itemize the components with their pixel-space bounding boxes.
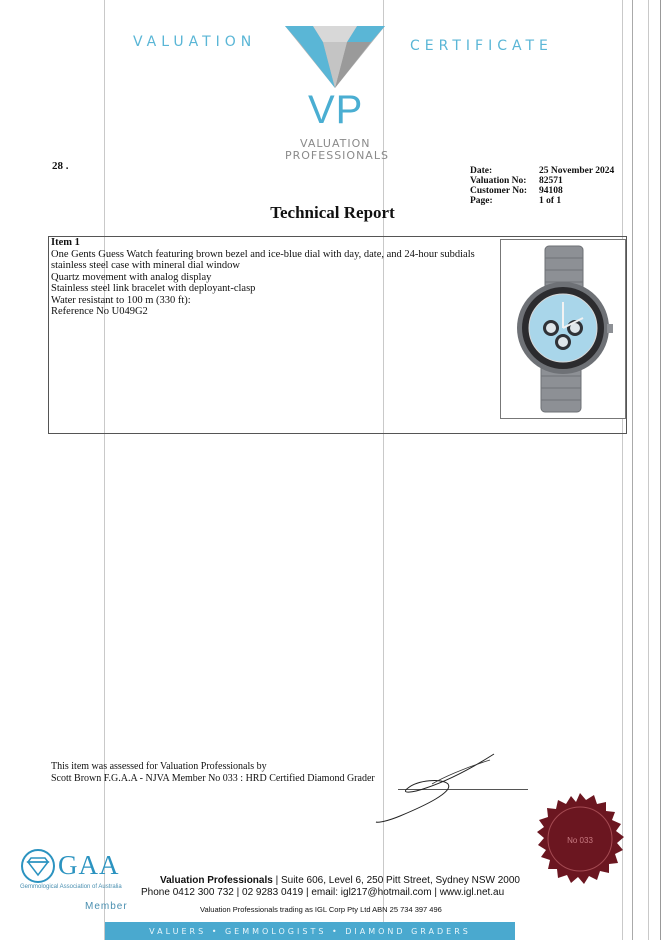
header-right-word: CERTIFICATE — [410, 38, 553, 54]
footer-contacts: Phone 0412 300 732 | 02 9283 0419 | email: igl217@hotmail.com | www.igl.net.au — [141, 887, 505, 898]
footer-band — [105, 922, 515, 940]
header-left-word: VALUATION — [133, 34, 257, 50]
footer-company: Valuation Professionals — [160, 875, 273, 886]
meta-label: Customer No: — [470, 186, 528, 196]
meta-label: Valuation No: — [470, 176, 527, 186]
item-heading: Item 1 — [51, 237, 80, 248]
gaa-diamond-icon — [20, 848, 56, 884]
scan-line — [660, 0, 661, 940]
report-meta — [470, 166, 614, 206]
gaa-letters: GAA — [58, 850, 120, 880]
signature — [372, 748, 502, 828]
item-line: Quartz movement with analog display — [51, 271, 212, 283]
footer-band-text: VALUERS • GEMMOLOGISTS • DIAMOND GRADERS — [149, 927, 471, 936]
diamond-logo-icon — [275, 22, 395, 92]
gaa-member: Member — [85, 901, 128, 912]
meta-value: 25 November 2024 — [539, 166, 615, 176]
meta-value: 82571 — [539, 176, 563, 186]
footer-trading: Valuation Professionals trading as IGL Corp Pty Ltd ABN 25 734 397 496 — [200, 905, 442, 914]
item-line: Stainless steel link bracelet with deployant-clasp — [51, 283, 256, 294]
footer-address: | Suite 606, Level 6, 250 Pitt Street, Sydney NSW 2000 — [272, 875, 520, 886]
scan-line — [648, 0, 649, 940]
item-line: One Gents Guess Watch featuring brown bezel and ice-blue dial with day, date, and 24-hour subdials — [51, 248, 475, 260]
scan-line — [104, 0, 105, 940]
seal-number: No 033 — [567, 836, 593, 845]
meta-value: 1 of 1 — [539, 196, 562, 206]
meta-row — [470, 186, 614, 196]
item-line: stainless steel case with mineral dial window — [51, 260, 240, 271]
watch-icon — [501, 240, 625, 418]
meta-value: 94108 — [539, 186, 563, 196]
meta-row — [470, 166, 614, 176]
item-description — [51, 237, 475, 318]
gaa-association: Gemmological Association of Australia — [20, 884, 122, 890]
vp-logo-line1: VALUATION — [300, 137, 371, 150]
vp-logo-letters: VP — [308, 88, 364, 132]
item-line: Reference No U049G2 — [51, 306, 148, 317]
assessment-line1: This item was assessed for Valuation Professionals by — [51, 761, 267, 772]
meta-label: Page: — [470, 196, 493, 206]
meta-row — [470, 176, 614, 186]
seal-stamp-icon — [534, 793, 626, 885]
item-line: Water resistant to 100 m (330 ft): — [51, 294, 191, 306]
watch-photo — [500, 239, 626, 419]
footer-company-line — [160, 875, 520, 886]
report-title: Technical Report — [270, 203, 395, 222]
assessment-line2: Scott Brown F.G.A.A - NJVA Member No 033 : HRD Certified Diamond Grader — [51, 773, 375, 784]
meta-label: Date: — [470, 166, 493, 176]
assessment-text — [51, 761, 375, 785]
vp-logo-line2: PROFESSIONALS — [285, 149, 389, 162]
scan-line — [632, 0, 633, 940]
page-number: 28 . — [52, 160, 69, 172]
